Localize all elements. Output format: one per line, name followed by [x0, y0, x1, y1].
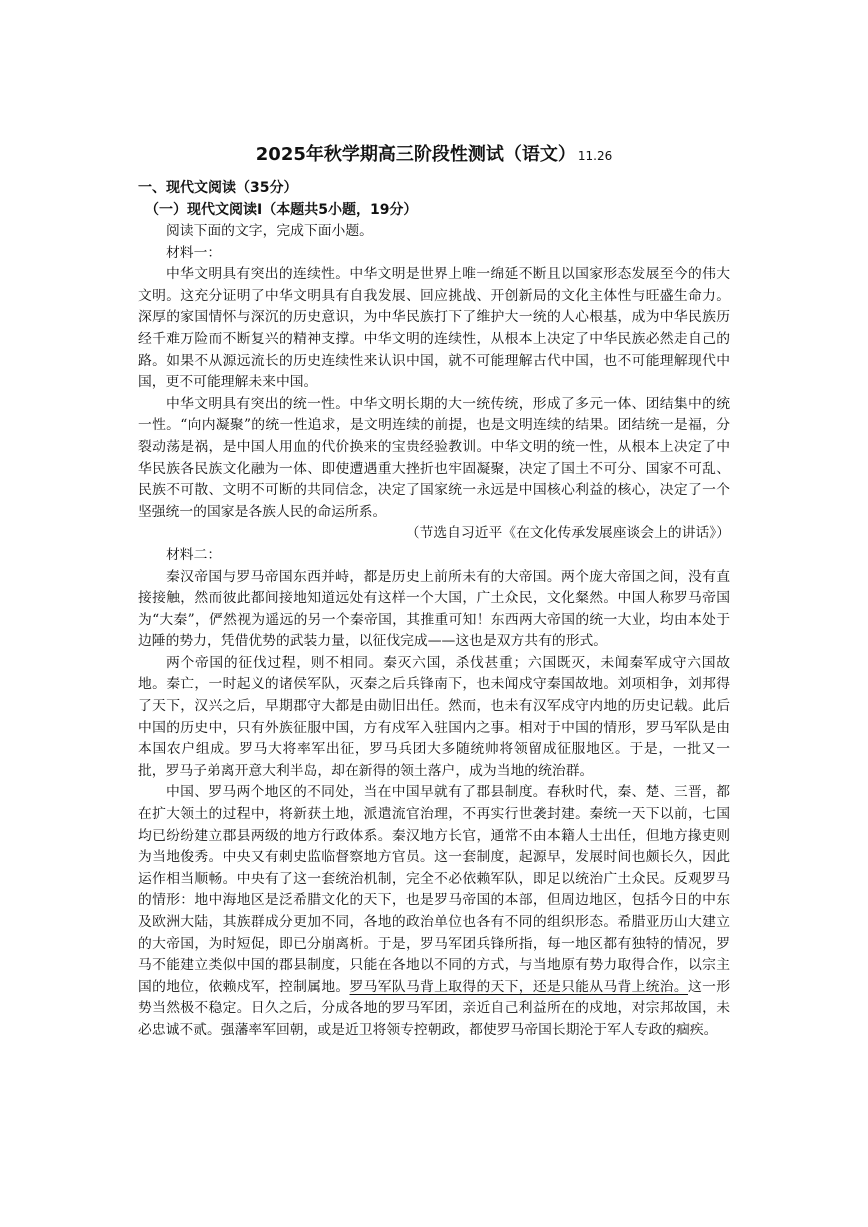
- underlined-sentence: 罗马军队马背上取得的天下，还是只能从马背上统治。: [349, 978, 689, 995]
- exam-page: [138, 140, 730, 1042]
- exam-date: 11.26: [577, 149, 613, 163]
- exam-title-main: 2025年秋学期高三阶段性测试（语文）: [255, 144, 576, 165]
- material-two-label: 材料二：: [166, 546, 222, 563]
- material-one-source: （节选自习近平《在文化传承发展座谈会上的讲话》）: [405, 525, 730, 542]
- material-two-paragraph-2: 两个帝国的征伐过程，则不相同。秦灭六国，杀伐甚重；六国既灭，未闻秦军成守六国故地。秦亡，一时起义的诸侯军队，灭秦之后兵锋南下，也未闻戍守秦国故地。刘项相争，刘邦得了天下，汉兴之后，早期郡守大都是由勋旧出任。然而，也未有汉军戍守内地的历史记载。此后中国的历史中，只有外族征服中国，方有戍军入驻国内之事。相对于中国的情形，罗马军队是由本国农户组成。罗马大将率军出征，罗马兵团大多随统帅将领留成征服地区。于是，一批又一批，罗马子弟离开意大利半岛，却在新得的领土落户，成为当地的统治群。: [138, 654, 730, 779]
- material-two-paragraph-1: 秦汉帝国与罗马帝国东西并峙，都是历史上前所未有的大帝国。两个庞大帝国之间，没有直接接触，然而彼此都间接地知道远处有这样一个大国，广土众民，文化粲然。中国人称罗马帝国为“大秦”，俨然视为遥远的另一个秦帝国，其推重可知！东西两大帝国的统一大业，均由本处于边陲的势力，凭借优势的武装力量，以征伐完成——这也是双方共有的形式。: [138, 568, 730, 650]
- material-one-label: 材料一：: [166, 244, 222, 261]
- material-two-paragraph-3: [138, 782, 730, 1041]
- sub-section-heading: （一）现代文阅读Ⅰ（本题共5小题，19分）: [145, 202, 418, 218]
- reading-instruction: 阅读下面的文字，完成下面小题。: [166, 223, 373, 239]
- material-two-paragraph-3-after: 这一形势当然极不稳定。日久之后，分成各地的罗马军团，亲近自己利益所在的戍地，对宗邦故国，未必忠诚不贰。强藩率军回朝，或是近卫将领专控朝政，都使罗马帝国长期沦于军人专政的痼疾。: [138, 978, 731, 1038]
- exam-title: [138, 140, 730, 171]
- section-heading: 一、现代文阅读（35分）: [138, 180, 298, 196]
- material-two-paragraph-3-before: 中国、罗马两个地区的不同处，当在中国早就有了郡县制度。春秋时代，秦、楚、三晋，都在扩大领土的过程中，将新获土地，派遣流官治理，不再实行世袭封建。秦统一天下以前，七国均已纷纷建立郡县两级的地方行政体系。秦汉地方长官，通常不由本籍人士出任，但地方掾吏则为当地俊秀。中央又有刺史监临督察地方官员。这一套制度，起源早，发展时间也颇长久，因此运作相当顺畅。中央有了这一套统治机制，完全不必依赖军队，即足以统治广土众民。反观罗马的情形：地中海地区是泛希腊文化的天下，也是罗马帝国的本部，但周边地区，包括今日的中东及欧洲大陆，其族群成分更加不同，各地的政治单位也各有不同的组织形态。希腊亚历山大建立的大帝国，为时短促，即已分崩离析。于是，罗马军团兵锋所指，每一地区都有独特的情况，罗马不能建立类似中国的郡县制度，只能在各地以不同的方式，与当地原有势力取得合作，以宗主国的地位，依赖戍军，控制属地。: [138, 784, 730, 995]
- material-one-paragraph-2: 中华文明具有突出的统一性。中华文明长期的大一统传统，形成了多元一体、团结集中的统一性。“向内凝聚”的统一性追求，是文明连续的前提，也是文明连续的结果。团结统一是福，分裂动荡是祸，是中国人用血的代价换来的宝贵经验教训。中华文明的统一性，从根本上决定了中华民族各民族文化融为一体、即使遭遇重大挫折也牢固凝聚，决定了国土不可分、国家不可乱、民族不可散、文明不可断的共同信念，决定了国家统一永远是中国核心利益的核心，决定了一个坚强统一的国家是各族人民的命运所系。: [138, 395, 730, 520]
- material-one-paragraph-1: 中华文明具有突出的连续性。中华文明是世界上唯一绵延不断且以国家形态发展至今的伟大文明。这充分证明了中华文明具有自我发展、回应挑战、开创新局的文化主体性与旺盛生命力。深厚的家国情怀与深沉的历史意识，为中华民族打下了维护大一统的人心根基，成为中华民族历经千难万险而不断复兴的精神支撑。中华文明的连续性，从根本上决定了中华民族必然走自己的路。如果不从源远流长的历史连续性来认识中国，就不可能理解古代中国，也不可能理解现代中国，更不可能理解未来中国。: [138, 266, 730, 391]
